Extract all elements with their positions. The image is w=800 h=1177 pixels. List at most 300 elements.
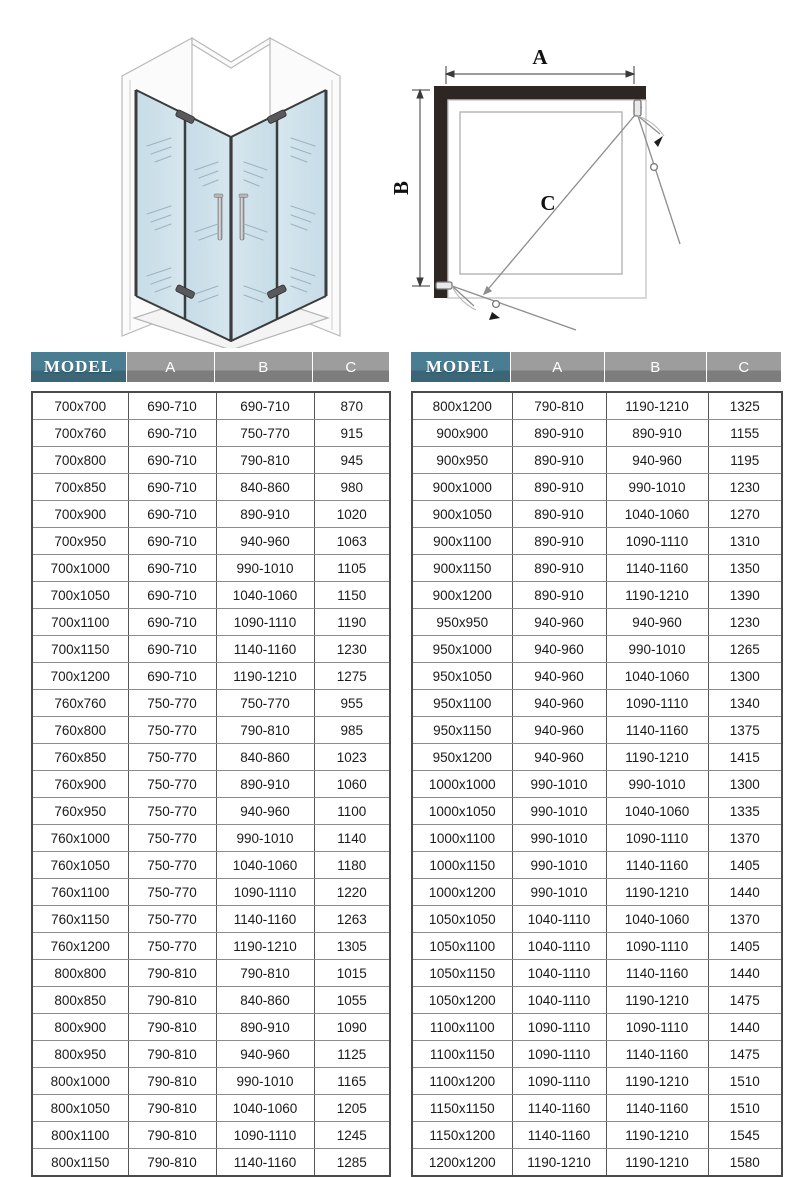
cell-c: 1390 [708, 582, 782, 609]
cell-c: 1545 [708, 1122, 782, 1149]
cell-a: 690-710 [128, 609, 216, 636]
table-row [32, 528, 390, 555]
cell-c: 1230 [708, 474, 782, 501]
table-row [412, 609, 782, 636]
cell-model: 760x900 [32, 771, 128, 798]
swing-arrow-top-right [654, 136, 663, 147]
isometric-diagram [100, 18, 362, 348]
table-row [412, 771, 782, 798]
cell-b: 1090-1110 [216, 1122, 314, 1149]
table-row [412, 1041, 782, 1068]
table-row [32, 1095, 390, 1122]
cell-a: 890-910 [512, 447, 606, 474]
cell-a: 790-810 [128, 1122, 216, 1149]
cell-a: 790-810 [128, 960, 216, 987]
cell-a: 1040-1110 [512, 960, 606, 987]
cell-c: 1060 [314, 771, 390, 798]
cell-c: 980 [314, 474, 390, 501]
cell-c: 1340 [708, 690, 782, 717]
diagram-area [0, 0, 800, 352]
cell-model: 1000x1050 [412, 798, 512, 825]
table-row [32, 392, 390, 420]
cell-a: 990-1010 [512, 825, 606, 852]
cell-b: 1040-1060 [606, 501, 708, 528]
cell-b: 1190-1210 [606, 879, 708, 906]
cell-b: 990-1010 [606, 636, 708, 663]
cell-c: 1125 [314, 1041, 390, 1068]
table-row [32, 852, 390, 879]
table-row [32, 960, 390, 987]
glass-panel-left-fixed [136, 90, 184, 318]
cell-b: 940-960 [606, 447, 708, 474]
cell-model: 700x1200 [32, 663, 128, 690]
cell-c: 1265 [708, 636, 782, 663]
cell-b: 1140-1160 [606, 555, 708, 582]
cell-a: 890-910 [512, 420, 606, 447]
cell-model: 700x950 [32, 528, 128, 555]
cell-a: 890-910 [512, 582, 606, 609]
cell-b: 940-960 [216, 798, 314, 825]
cell-b: 1190-1210 [606, 987, 708, 1014]
cell-b: 750-770 [216, 420, 314, 447]
table-row [412, 555, 782, 582]
specification-tables [0, 352, 800, 1177]
plan-label-a: A [532, 45, 548, 69]
cell-c: 1230 [314, 636, 390, 663]
table-row [32, 879, 390, 906]
cell-model: 1050x1150 [412, 960, 512, 987]
cell-b: 1140-1160 [216, 906, 314, 933]
cell-model: 800x1050 [32, 1095, 128, 1122]
table-row [412, 420, 782, 447]
table-row [412, 636, 782, 663]
cell-c: 1325 [708, 392, 782, 420]
cell-b: 1190-1210 [216, 663, 314, 690]
cell-model: 1000x1000 [412, 771, 512, 798]
table-row [32, 906, 390, 933]
table-row [412, 960, 782, 987]
cell-c: 1300 [708, 663, 782, 690]
cell-c: 1055 [314, 987, 390, 1014]
cell-b: 1090-1110 [606, 690, 708, 717]
cell-a: 690-710 [128, 474, 216, 501]
cell-b: 1190-1210 [216, 933, 314, 960]
cell-model: 1200x1200 [412, 1149, 512, 1177]
column-header-c: C [313, 352, 389, 382]
cell-b: 1090-1110 [606, 528, 708, 555]
table-row [412, 879, 782, 906]
cell-model: 1100x1200 [412, 1068, 512, 1095]
cell-c: 1205 [314, 1095, 390, 1122]
cell-b: 1040-1060 [606, 663, 708, 690]
cell-a: 750-770 [128, 825, 216, 852]
cell-a: 1040-1110 [512, 933, 606, 960]
cell-a: 990-1010 [512, 771, 606, 798]
cell-model: 800x1000 [32, 1068, 128, 1095]
cell-a: 750-770 [128, 879, 216, 906]
cell-model: 900x1100 [412, 528, 512, 555]
cell-model: 760x760 [32, 690, 128, 717]
cell-a: 750-770 [128, 717, 216, 744]
cell-c: 1415 [708, 744, 782, 771]
cell-a: 790-810 [128, 987, 216, 1014]
cell-a: 940-960 [512, 690, 606, 717]
cell-model: 1050x1200 [412, 987, 512, 1014]
table-row [32, 933, 390, 960]
cell-c: 1015 [314, 960, 390, 987]
table-row [32, 690, 390, 717]
column-header-a: A [127, 352, 215, 382]
cell-model: 1000x1150 [412, 852, 512, 879]
cell-b: 1040-1060 [606, 906, 708, 933]
table-row [32, 1149, 390, 1177]
cell-a: 990-1010 [512, 798, 606, 825]
cell-c: 1230 [708, 609, 782, 636]
cell-model: 900x950 [412, 447, 512, 474]
cell-b: 1090-1110 [216, 609, 314, 636]
cell-b: 940-960 [216, 1041, 314, 1068]
cell-c: 1440 [708, 960, 782, 987]
cell-c: 1475 [708, 987, 782, 1014]
cell-a: 690-710 [128, 501, 216, 528]
cell-a: 940-960 [512, 636, 606, 663]
cell-c: 1165 [314, 1068, 390, 1095]
cell-a: 1040-1110 [512, 906, 606, 933]
cell-model: 700x850 [32, 474, 128, 501]
cell-a: 750-770 [128, 771, 216, 798]
cell-c: 1270 [708, 501, 782, 528]
cell-a: 690-710 [128, 555, 216, 582]
table-row [412, 582, 782, 609]
cell-model: 900x1200 [412, 582, 512, 609]
table-row [412, 447, 782, 474]
cell-model: 760x800 [32, 717, 128, 744]
cell-c: 955 [314, 690, 390, 717]
cell-c: 1370 [708, 825, 782, 852]
cell-b: 790-810 [216, 960, 314, 987]
spec-table-right-body [411, 391, 783, 1177]
cell-a: 790-810 [128, 1014, 216, 1041]
cell-b: 990-1010 [216, 555, 314, 582]
cell-b: 790-810 [216, 717, 314, 744]
cell-c: 1023 [314, 744, 390, 771]
cell-a: 1090-1110 [512, 1068, 606, 1095]
cell-b: 1190-1210 [606, 392, 708, 420]
cell-a: 1090-1110 [512, 1014, 606, 1041]
cell-model: 950x1100 [412, 690, 512, 717]
cell-c: 915 [314, 420, 390, 447]
cell-b: 840-860 [216, 474, 314, 501]
table-row [32, 609, 390, 636]
table-row [412, 744, 782, 771]
plan-label-b: B [389, 180, 413, 196]
cell-model: 700x800 [32, 447, 128, 474]
column-header-model: MODEL [31, 352, 127, 382]
cell-a: 790-810 [128, 1041, 216, 1068]
table-row [32, 582, 390, 609]
cell-a: 890-910 [512, 474, 606, 501]
cell-a: 1140-1160 [512, 1095, 606, 1122]
cell-a: 890-910 [512, 501, 606, 528]
column-header-c: C [707, 352, 781, 382]
cell-model: 760x1050 [32, 852, 128, 879]
cell-b: 940-960 [606, 609, 708, 636]
cell-a: 1040-1110 [512, 987, 606, 1014]
table-row [412, 852, 782, 879]
cell-b: 990-1010 [216, 825, 314, 852]
cell-model: 800x850 [32, 987, 128, 1014]
plan-view-svg [388, 38, 688, 338]
table-row [412, 392, 782, 420]
cell-b: 1190-1210 [606, 1149, 708, 1177]
cell-model: 1100x1150 [412, 1041, 512, 1068]
cell-c: 870 [314, 392, 390, 420]
cell-model: 800x950 [32, 1041, 128, 1068]
cell-c: 1220 [314, 879, 390, 906]
cell-a: 750-770 [128, 798, 216, 825]
cell-model: 760x1100 [32, 879, 128, 906]
cell-a: 940-960 [512, 609, 606, 636]
cell-model: 760x1150 [32, 906, 128, 933]
table-row [32, 474, 390, 501]
cell-c: 1063 [314, 528, 390, 555]
plan-label-c: C [540, 191, 556, 215]
cell-c: 1405 [708, 933, 782, 960]
cell-a: 690-710 [128, 636, 216, 663]
cell-model: 950x950 [412, 609, 512, 636]
cell-c: 985 [314, 717, 390, 744]
cell-model: 760x850 [32, 744, 128, 771]
cell-b: 990-1010 [216, 1068, 314, 1095]
table-row [32, 555, 390, 582]
cell-c: 1285 [336, 1154, 367, 1170]
table-row [412, 663, 782, 690]
table-row [32, 501, 390, 528]
table-row [32, 636, 390, 663]
cell-b: 1140-1160 [606, 960, 708, 987]
cell-c: 1190 [314, 609, 390, 636]
cell-a: 940-960 [512, 744, 606, 771]
table-row [32, 744, 390, 771]
table-row [412, 528, 782, 555]
cell-a: 690-710 [128, 663, 216, 690]
cell-c: 1310 [708, 528, 782, 555]
cell-model: 700x1050 [32, 582, 128, 609]
swing-arrow-bottom-left [489, 312, 500, 320]
cell-b: 940-960 [216, 528, 314, 555]
cell-a: 790-810 [128, 1068, 216, 1095]
table-row [412, 717, 782, 744]
cell-c: 1275 [314, 663, 390, 690]
cell-c: 1105 [314, 555, 390, 582]
cell-a: 690-710 [128, 528, 216, 555]
table-row [412, 1068, 782, 1095]
table-row [412, 987, 782, 1014]
cell-a: 990-1010 [512, 852, 606, 879]
cell-b: 840-860 [216, 744, 314, 771]
column-header-b: B [605, 352, 707, 382]
cell-b: 1090-1110 [606, 825, 708, 852]
cell-b: 990-1010 [606, 474, 708, 501]
cell-b: 1090-1110 [606, 933, 708, 960]
spec-table-left [31, 352, 389, 1177]
cell-c: 1510 [708, 1068, 782, 1095]
cell-b: 890-910 [216, 1014, 314, 1041]
cell-b: 890-910 [606, 420, 708, 447]
glass-panel-right-fixed [278, 90, 326, 318]
cell-b: 1090-1110 [606, 1014, 708, 1041]
cell-a: 750-770 [128, 933, 216, 960]
cell-model: 900x1000 [412, 474, 512, 501]
cell-a: 750-770 [128, 744, 216, 771]
cell-model: 800x1200 [412, 392, 512, 420]
cell-b: 1040-1060 [216, 582, 314, 609]
cell-c: 1155 [708, 420, 782, 447]
table-row [32, 798, 390, 825]
cell-model: 700x1000 [32, 555, 128, 582]
cell-model: 800x1100 [32, 1122, 128, 1149]
cell-b: 790-810 [216, 447, 314, 474]
table-row [412, 798, 782, 825]
cell-c: 1440 [708, 879, 782, 906]
cell-b: 1140-1160 [606, 717, 708, 744]
table-row [32, 1014, 390, 1041]
cell-c: 1150 [314, 582, 390, 609]
cell-a: 1140-1160 [512, 1122, 606, 1149]
cell-a: 790-810 [128, 1095, 216, 1122]
cell-c: 1180 [314, 852, 390, 879]
cell-model: 760x950 [32, 798, 128, 825]
table-row [412, 501, 782, 528]
cell-model: 1100x1100 [412, 1014, 512, 1041]
cell-b: 1190-1210 [606, 1122, 708, 1149]
table-row [412, 1095, 782, 1122]
table-row [32, 1041, 390, 1068]
table-row [32, 771, 390, 798]
cell-model: 1000x1200 [412, 879, 512, 906]
cell-a: 990-1010 [512, 879, 606, 906]
cell-model: 800x1150 [32, 1149, 128, 1177]
cell-c: 1300 [708, 771, 782, 798]
cell-b: 1140-1160 [216, 636, 314, 663]
cell-c: 1305 [314, 933, 390, 960]
table-row [32, 420, 390, 447]
cell-b: 750-770 [216, 690, 314, 717]
cell-model: 950x1050 [412, 663, 512, 690]
dimension-line-b [412, 90, 430, 286]
cell-c: 1195 [708, 447, 782, 474]
cell-b: 1040-1060 [216, 852, 314, 879]
cell-a: 790-810 [128, 1149, 216, 1177]
isometric-shower-enclosure-svg [100, 18, 362, 348]
cell-model: 800x900 [32, 1014, 128, 1041]
table-row [412, 933, 782, 960]
cell-b: 1040-1060 [216, 1095, 314, 1122]
table-header-row-left [31, 352, 389, 382]
cell-a: 750-770 [128, 690, 216, 717]
cell-a: 1190-1210 [512, 1149, 606, 1177]
cell-c: 945 [314, 447, 390, 474]
cell-model: 900x1150 [412, 555, 512, 582]
cell-c: 1475 [708, 1041, 782, 1068]
plan-diagram [388, 38, 688, 338]
cell-c: 1350 [708, 555, 782, 582]
table-row [32, 1068, 390, 1095]
cell-b: 890-910 [216, 771, 314, 798]
cell-c: 1510 [708, 1095, 782, 1122]
cell-b: 1190-1210 [606, 1068, 708, 1095]
cell-model: 1050x1100 [412, 933, 512, 960]
cell-model: 700x700 [32, 392, 128, 420]
column-header-model: MODEL [411, 352, 511, 382]
cell-model: 800x800 [32, 960, 128, 987]
cell-a: 890-910 [512, 528, 606, 555]
table-row [32, 825, 390, 852]
table-row [412, 906, 782, 933]
cell-c: 1263 [314, 906, 390, 933]
cell-a: 790-810 [512, 392, 606, 420]
cell-a: 890-910 [512, 555, 606, 582]
table-row [412, 474, 782, 501]
table-row [32, 1122, 390, 1149]
table-row [412, 1014, 782, 1041]
cell-c: 1140 [314, 825, 390, 852]
column-header-a: A [511, 352, 605, 382]
cell-b: 1140-1160 [606, 852, 708, 879]
cell-a: 690-710 [128, 420, 216, 447]
cell-b: 1140-1160 [606, 1041, 708, 1068]
cell-model: 1150x1150 [412, 1095, 512, 1122]
cell-a: 690-710 [128, 392, 216, 420]
cell-model: 1150x1200 [412, 1122, 512, 1149]
cell-c: 1375 [708, 717, 782, 744]
table-row [32, 663, 390, 690]
cell-model: 1050x1050 [412, 906, 512, 933]
cell-b: 1140-1160 [606, 1095, 708, 1122]
cell-model: 700x1150 [32, 636, 128, 663]
cell-a: 750-770 [128, 852, 216, 879]
table-row [412, 690, 782, 717]
table-row [412, 1122, 782, 1149]
cell-c: 1440 [708, 1014, 782, 1041]
cell-c: 1020 [314, 501, 390, 528]
cell-a: 1090-1110 [512, 1041, 606, 1068]
cell-b: 990-1010 [606, 771, 708, 798]
cell-b: 1040-1060 [606, 798, 708, 825]
table-row [32, 987, 390, 1014]
spec-table-right [411, 352, 781, 1177]
cell-a: 690-710 [128, 582, 216, 609]
table-row [412, 825, 782, 852]
cell-b: 1090-1110 [216, 879, 314, 906]
cell-a: 940-960 [512, 717, 606, 744]
table-row [412, 1149, 782, 1177]
column-header-b: B [215, 352, 313, 382]
cell-model: 900x1050 [412, 501, 512, 528]
cell-b: 1190-1210 [606, 582, 708, 609]
cell-a: 940-960 [512, 663, 606, 690]
cell-model: 760x1200 [32, 933, 128, 960]
cell-c: 1580 [729, 1154, 760, 1170]
cell-a: 750-770 [128, 906, 216, 933]
spec-table-left-body [31, 391, 391, 1177]
cell-model: 950x1000 [412, 636, 512, 663]
cell-b: 1190-1210 [606, 744, 708, 771]
cell-c: 1335 [708, 798, 782, 825]
cell-a: 690-710 [128, 447, 216, 474]
cell-b: 840-860 [216, 987, 314, 1014]
cell-c: 1370 [708, 906, 782, 933]
